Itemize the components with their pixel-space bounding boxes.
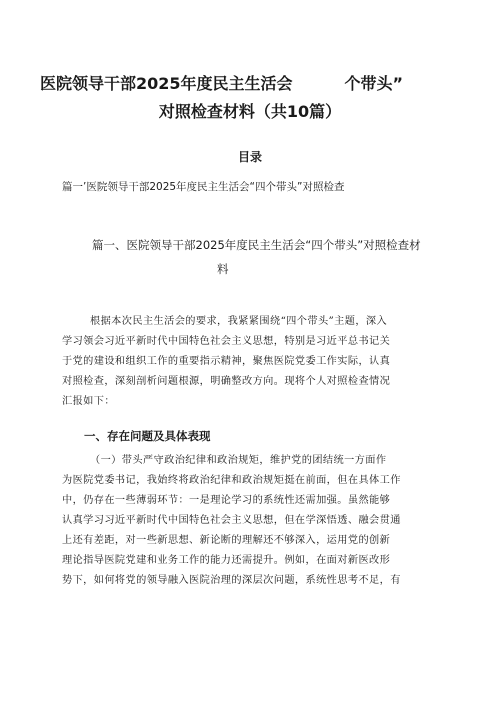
paragraph-line: 为医院党委书记，我始终将政治纪律和政治规矩挺在前面，但在具体工作 [62, 475, 401, 486]
paragraph-line: 于党的建设和组织工作的重要指示精神，聚焦医院党委工作实际，认真 [62, 356, 391, 367]
paragraph-line: 根据本次民主生活会的要求，我紧紧围绕“四个带头”主题，深入 [90, 316, 388, 327]
section-title-line1: 篇一、医院领导干部2025年度民主生活会“四个带头”对照检查材 [92, 238, 421, 252]
paragraph-line: 势下，如何将党的领导融入医院治理的深层次问题，系统性思考不足，有 [62, 575, 401, 586]
paragraph-line: （一）带头严守政治纪律和政治规矩，维护党的团结统一方面作 [90, 455, 387, 466]
paragraph-line: 对照检查，深刻剖析问题根源，明确整改方向。现将个人对照检查情况 [62, 376, 391, 387]
document-title-line2: 对照检查材料（共10篇） [158, 102, 342, 121]
toc-heading: 目录 [237, 150, 262, 164]
toc-item[interactable]: 篇一’医院领导干部2025年度民主生活会“四个带头”对照检查 [62, 181, 345, 193]
paragraph-line: 上还有差距，对一些新思想、新论断的理解还不够深入，运用党的创新 [62, 535, 391, 546]
paragraph-line: 理论指导医院党建和业务工作的能力还需提升。例如，在面对新医改形 [62, 555, 391, 566]
paragraph-line: 中，仍存在一些薄弱环节：一是理论学习的系统性还需加强。虽然能够 [62, 495, 391, 506]
intro-paragraph [62, 312, 462, 412]
section-title-line2: 料 [217, 262, 229, 276]
subsection-heading: 一、存在问题及具体表现 [84, 429, 211, 443]
paragraph-line: 汇报如下： [62, 396, 115, 407]
body-paragraph [62, 451, 462, 591]
document-title-line1 [40, 73, 460, 95]
title-left-text: 医院领导干部2025年度民主生活会 [40, 74, 293, 93]
paragraph-line: 学习领会习近平新时代中国特色社会主义思想，特别是习近平总书记关 [62, 336, 391, 347]
paragraph-line: 认真学习习近平新时代中国特色社会主义思想，但在学深悟透、融会贯通 [62, 515, 401, 526]
title-right-text: 个带头” [344, 74, 404, 93]
